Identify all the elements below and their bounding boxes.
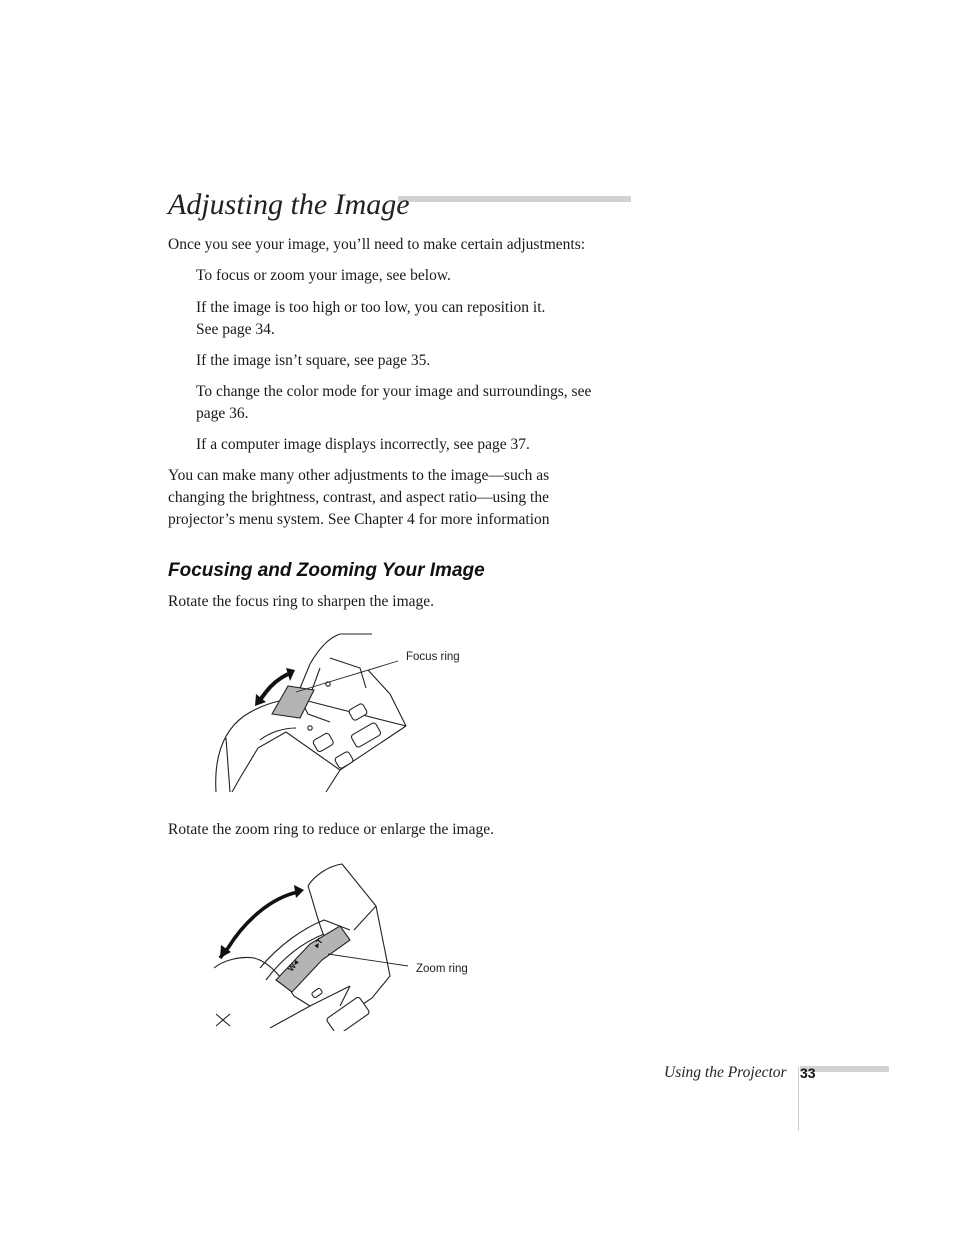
page-title: Adjusting the Image bbox=[168, 188, 410, 221]
other-adjustments-text: You can make many other adjustments to the image—such as changing the brightness, contrast, and aspect ratio—using the projector’s menu system. See Chapter 4 for more information bbox=[168, 467, 550, 528]
zoom-callout-line bbox=[328, 954, 408, 966]
control-buttons bbox=[308, 682, 382, 769]
zoom-ring-illustration bbox=[200, 856, 500, 1031]
footer-section-title: Using the Projector bbox=[664, 1064, 787, 1081]
list-item: To change the color mode for your image and surroundings, see page 36. bbox=[196, 383, 592, 422]
tele-marking: ▸T bbox=[312, 936, 325, 950]
focus-ring-label: Focus ring bbox=[406, 651, 460, 663]
footer-divider bbox=[798, 1066, 799, 1131]
section-subheading: Focusing and Zooming Your Image bbox=[168, 560, 485, 581]
focus-callout-line bbox=[296, 661, 398, 692]
control-buttons bbox=[311, 988, 370, 1031]
zoom-ring bbox=[276, 926, 350, 992]
list-item: If the image is too high or too low, you can reposition it. See page 34. bbox=[196, 299, 546, 338]
title-rule bbox=[398, 196, 631, 202]
page-number: 33 bbox=[800, 1065, 816, 1081]
wide-marking: W◂ bbox=[286, 958, 301, 974]
zoom-instruction: Rotate the zoom ring to reduce or enlarge the image. bbox=[168, 821, 494, 838]
list-item: If a computer image displays incorrectly, see page 37. bbox=[196, 436, 530, 453]
rotation-arrow-icon bbox=[220, 885, 304, 958]
focus-ring-illustration bbox=[200, 628, 500, 798]
intro-text: Once you see your image, you’ll need to make certain adjustments: bbox=[168, 236, 586, 253]
focus-instruction: Rotate the focus ring to sharpen the image. bbox=[168, 593, 435, 610]
list-item: If the image isn’t square, see page 35. bbox=[196, 352, 431, 369]
zoom-ring-label: Zoom ring bbox=[416, 963, 468, 975]
list-item: To focus or zoom your image, see below. bbox=[196, 267, 451, 284]
